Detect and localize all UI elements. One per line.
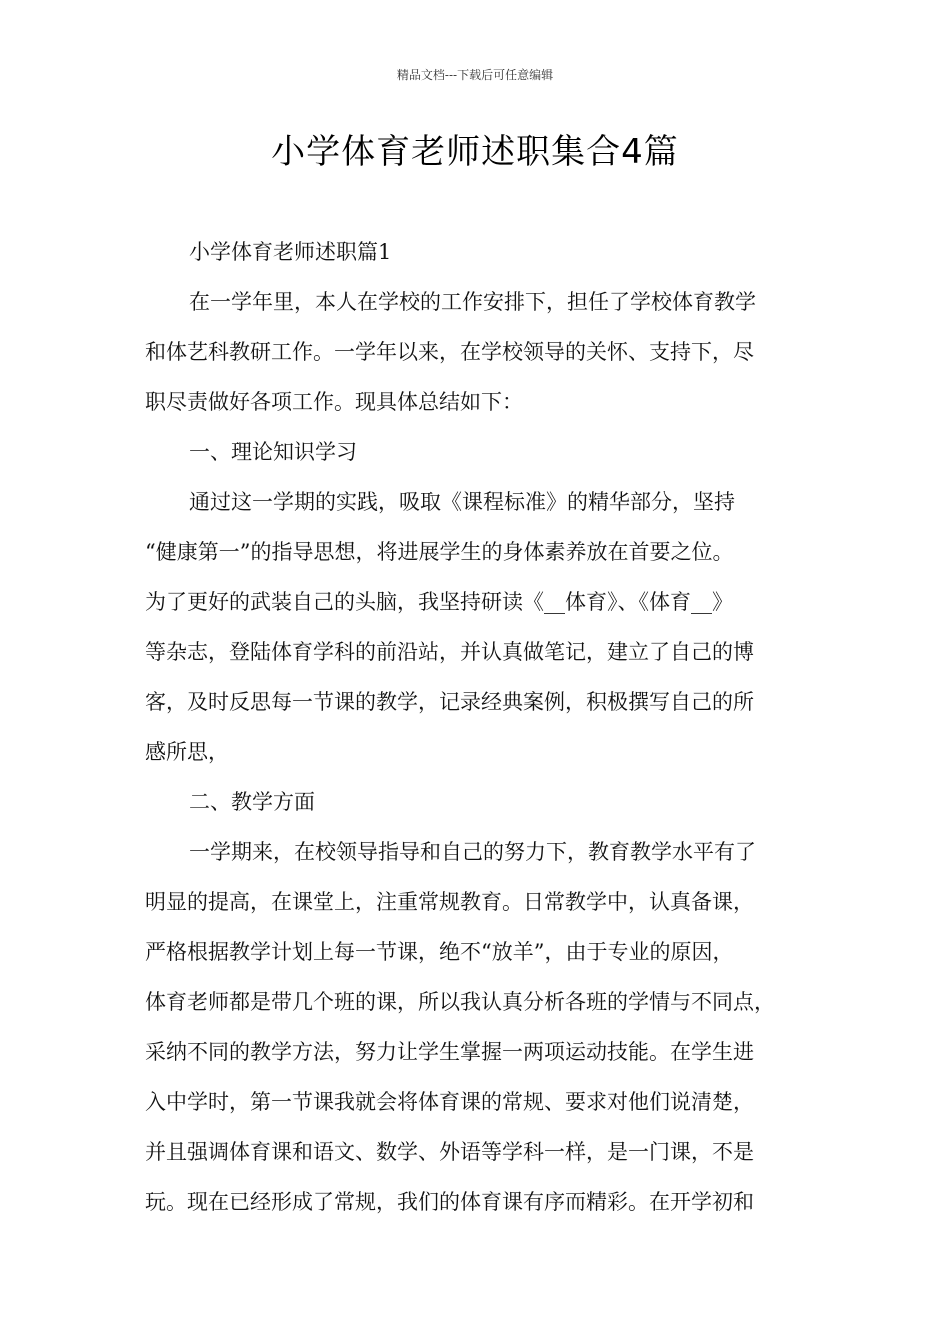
- document-title: 小学体育老师述职集合4篇: [271, 132, 679, 172]
- text-line: 一学期来，在校领导指导和自己的努力下，教育教学水平有了: [189, 840, 756, 864]
- text-line: 玩。现在已经形成了常规，我们的体育课有序而精彩。在开学初和: [145, 1190, 754, 1214]
- text-line: 和体艺科教研工作。一学年以来，在学校领导的关怀、支持下，尽: [145, 340, 754, 364]
- text-line: 并且强调体育课和语文、数学、外语等学科一样，是一门课，不是: [145, 1140, 754, 1164]
- text-line: 通过这一学期的实践，吸取《课程标准》的精华部分，坚持: [189, 490, 735, 514]
- text-line: 体育老师都是带几个班的课，所以我认真分析各班的学情与不同点，: [145, 990, 775, 1014]
- text-line: 明显的提高，在课堂上，注重常规教育。日常教学中，认真备课，: [145, 890, 754, 914]
- text-line: 客，及时反思每一节课的教学，记录经典案例，积极撰写自己的所: [145, 690, 754, 714]
- text-line: 采纳不同的教学方法，努力让学生掌握一两项运动技能。在学生进: [145, 1040, 754, 1064]
- text-line: 职尽责做好各项工作。现具体总结如下：: [145, 390, 523, 414]
- text-line: 等杂志，登陆体育学科的前沿站，并认真做笔记，建立了自己的博: [145, 640, 754, 664]
- document-body: [145, 227, 810, 1227]
- text-line: 在一学年里，本人在学校的工作安排下，担任了学校体育教学: [189, 290, 756, 314]
- text-line: 入中学时，第一节课我就会将体育课的常规、要求对他们说清楚，: [145, 1090, 754, 1114]
- text-line: 为了更好的武装自己的头脑，我坚持研读《__体育》、《体育__》: [145, 590, 733, 614]
- text-line: 严格根据教学计划上每一节课，绝不“放羊”，由于专业的原因，: [145, 940, 734, 964]
- text-line: 二、教学方面: [189, 790, 315, 814]
- text-line: 小学体育老师述职篇1: [189, 240, 392, 264]
- header-note: 精品文档---下载后可任意编辑: [396, 68, 554, 82]
- text-line: 一、理论知识学习: [189, 440, 357, 464]
- text-line: “健康第一”的指导思想，将进展学生的身体素养放在首要之位。: [145, 540, 734, 564]
- text-line: 感所思，: [145, 740, 229, 764]
